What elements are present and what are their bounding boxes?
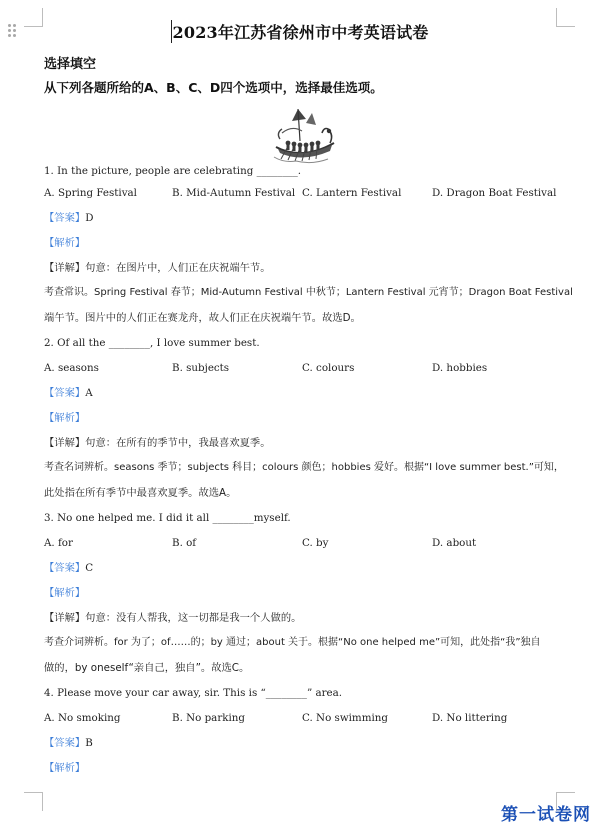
option-d: D. about	[432, 537, 477, 549]
answer-value: C	[85, 562, 94, 574]
answer-label: 【答案】	[44, 212, 86, 224]
options-row	[44, 711, 564, 725]
detail-line: 考查介词辨析。for 为了；of……的；by 通过；about 关于。根据“No one helped me”可知，此处指“我”独自	[44, 637, 541, 648]
option-c: C. No swimming	[302, 712, 388, 724]
option-b: B. of	[172, 537, 197, 549]
watermark-logo: 第一试卷网	[501, 805, 591, 825]
question-stem: 2. Of all the ________, I love summer best.	[44, 337, 260, 349]
answer-line	[44, 736, 93, 750]
option-c: C. by	[302, 537, 329, 549]
section-heading: 选择填空	[44, 57, 97, 72]
option-d: D. Dragon Boat Festival	[432, 187, 557, 199]
title-bar	[0, 20, 599, 43]
instruction-text: 从下列各题所给的A、B、C、D四个选项中，选择最佳选项。	[44, 80, 383, 95]
analysis-line	[44, 411, 85, 425]
detail-line: 端午节。图片中的人们正在赛龙舟，故人们正在庆祝端午节。故选D。	[44, 312, 361, 324]
analysis-line	[44, 586, 85, 600]
answer-line	[44, 386, 93, 400]
detail-line: 此处指在所有季节中最喜欢夏季。故选A。	[44, 487, 237, 499]
analysis-label: 【解析】	[44, 237, 86, 249]
detail-line: 考查名词辨析。seasons 季节；subjects 科目；colours 颜色；hobbies 爱好。根据“I love summer best.”可知，	[44, 462, 564, 473]
option-b: B. Mid-Autumn Festival	[172, 187, 296, 199]
analysis-label: 【解析】	[44, 412, 86, 424]
option-b: B. No parking	[172, 712, 246, 724]
answer-line	[44, 561, 93, 575]
question-stem: 1. In the picture, people are celebrating ________.	[44, 165, 302, 177]
answer-label: 【答案】	[44, 562, 86, 574]
option-a: A. Spring Festival	[44, 187, 137, 199]
option-c: C. colours	[302, 362, 355, 374]
option-a: A. No smoking	[44, 712, 121, 724]
detail-line: 做的，by oneself“亲自己，独自”。故选C。	[44, 662, 250, 674]
analysis-label: 【解析】	[44, 587, 86, 599]
answer-label: 【答案】	[44, 737, 86, 749]
option-c: C. Lantern Festival	[302, 187, 402, 199]
answer-line	[44, 211, 93, 225]
answer-value: A	[85, 387, 93, 399]
options-row	[44, 186, 564, 200]
answer-value: B	[85, 737, 93, 749]
answer-value: D	[85, 212, 94, 224]
page-corner-mark	[24, 792, 43, 811]
option-a: A. seasons	[44, 362, 99, 374]
options-row	[44, 536, 564, 550]
detail-line: 考查常识。Spring Festival 春节；Mid-Autumn Festival 中秋节；Lantern Festival 元宵节；Dragon Boat Festival	[44, 287, 573, 298]
analysis-label: 【解析】	[44, 762, 86, 774]
option-d: D. No littering	[432, 712, 508, 724]
option-d: D. hobbies	[432, 362, 488, 374]
detail-line: 【详解】句意：在图片中，人们正在庆祝端午节。	[44, 262, 271, 274]
analysis-line	[44, 761, 85, 775]
detail-line: 【详解】句意：在所有的季节中，我最喜欢夏季。	[44, 437, 271, 449]
option-b: B. subjects	[172, 362, 230, 374]
detail-line: 【详解】句意：没有人帮我，这一切都是我一个人做的。	[44, 612, 302, 624]
answer-label: 【答案】	[44, 387, 86, 399]
question-stem: 3. No one helped me. I did it all ________myself.	[44, 512, 291, 524]
page-title: 2023年江苏省徐州市中考英语试卷	[171, 20, 429, 43]
analysis-line	[44, 236, 85, 250]
option-a: A. for	[44, 537, 73, 549]
question-stem: 4. Please move your car away, sir. This is “________” area.	[44, 687, 343, 699]
options-row	[44, 361, 564, 375]
dragon-boat-illustration	[272, 103, 338, 165]
